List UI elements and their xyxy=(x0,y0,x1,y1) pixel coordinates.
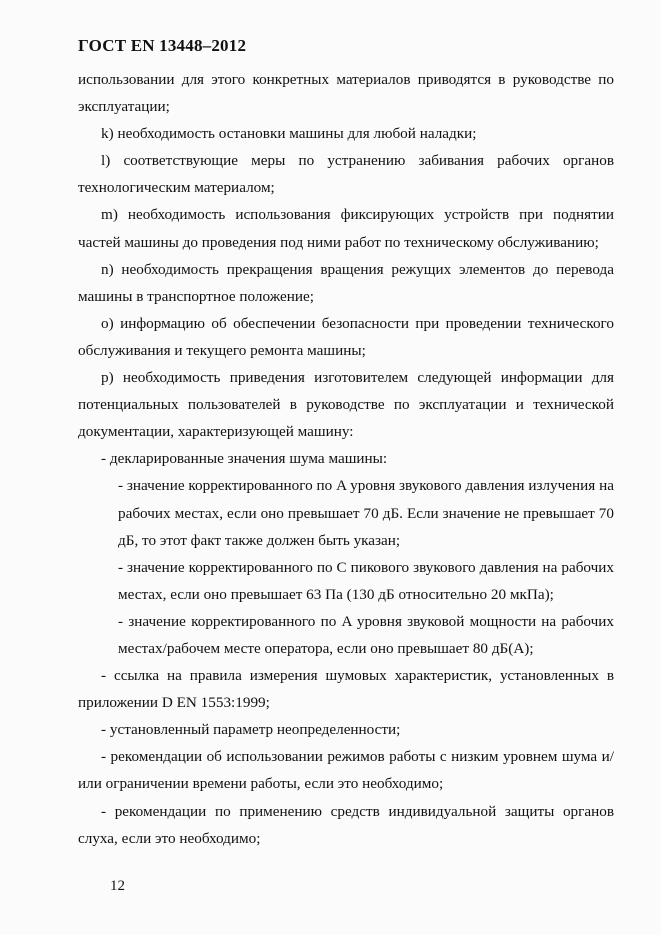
paragraph-continuation: использовании для этого конкретных материалов приводятся в руководстве по эксплуатации; xyxy=(78,71,614,116)
document-body xyxy=(78,66,614,852)
paragraph-item-p: p) необходимость приведения изготовителем следующей информации для потенциальных пользователей в руководстве по эксплуатации и технической документации, характеризующей машину: xyxy=(78,369,614,441)
sublist-item-c-peak: - значение корректированного по C пикового звукового давления на рабочих местах, если оно превышает 63 Па (130 дБ относительно 20 мкПа); xyxy=(118,558,614,603)
paragraph-item-l: l) соответствующие меры по устранению забивания рабочих органов технологическим материалом; xyxy=(78,152,614,197)
sublist-item-a-pressure: - значение корректированного по A уровня звукового давления излучения на рабочих местах, если оно превышает 70 дБ. Если значение не превышает 70 дБ, то этот факт также должен быть указан; xyxy=(118,477,614,549)
list-item-low-noise-modes: - рекомендации об использовании режимов работы с низким уровнем шума и/или ограничении времени работы, если это необходимо; xyxy=(78,748,614,793)
paragraph-item-o: o) информацию об обеспечении безопасности при проведении технического обслуживания и текущего ремонта машины; xyxy=(78,314,614,359)
sublist-item-a-power: - значение корректированного по A уровня звуковой мощности на рабочих местах/рабочем месте оператора, если оно превышает 80 дБ(A); xyxy=(118,612,614,657)
paragraph-item-m: m) необходимость использования фиксирующих устройств при поднятии частей машины до проведения под ними работ по техническому обслуживанию; xyxy=(78,206,614,251)
paragraph-item-k: k) необходимость остановки машины для любой наладки; xyxy=(101,125,477,143)
page-number: 12 xyxy=(110,878,125,894)
document-header: ГОСТ EN 13448–2012 xyxy=(78,36,247,55)
list-item-noise-values: - декларированные значения шума машины: xyxy=(101,450,388,468)
paragraph-item-n: n) необходимость прекращения вращения режущих элементов до перевода машины в транспортное положение; xyxy=(78,260,614,305)
list-item-uncertainty: - установленный параметр неопределенности; xyxy=(101,721,401,739)
list-item-measurement-reference: - ссылка на правила измерения шумовых характеристик, установленных в приложении D EN 1553:1999; xyxy=(78,667,614,712)
list-item-hearing-protection: - рекомендации по применению средств индивидуальной защиты органов слуха, если это необходимо; xyxy=(78,802,614,847)
